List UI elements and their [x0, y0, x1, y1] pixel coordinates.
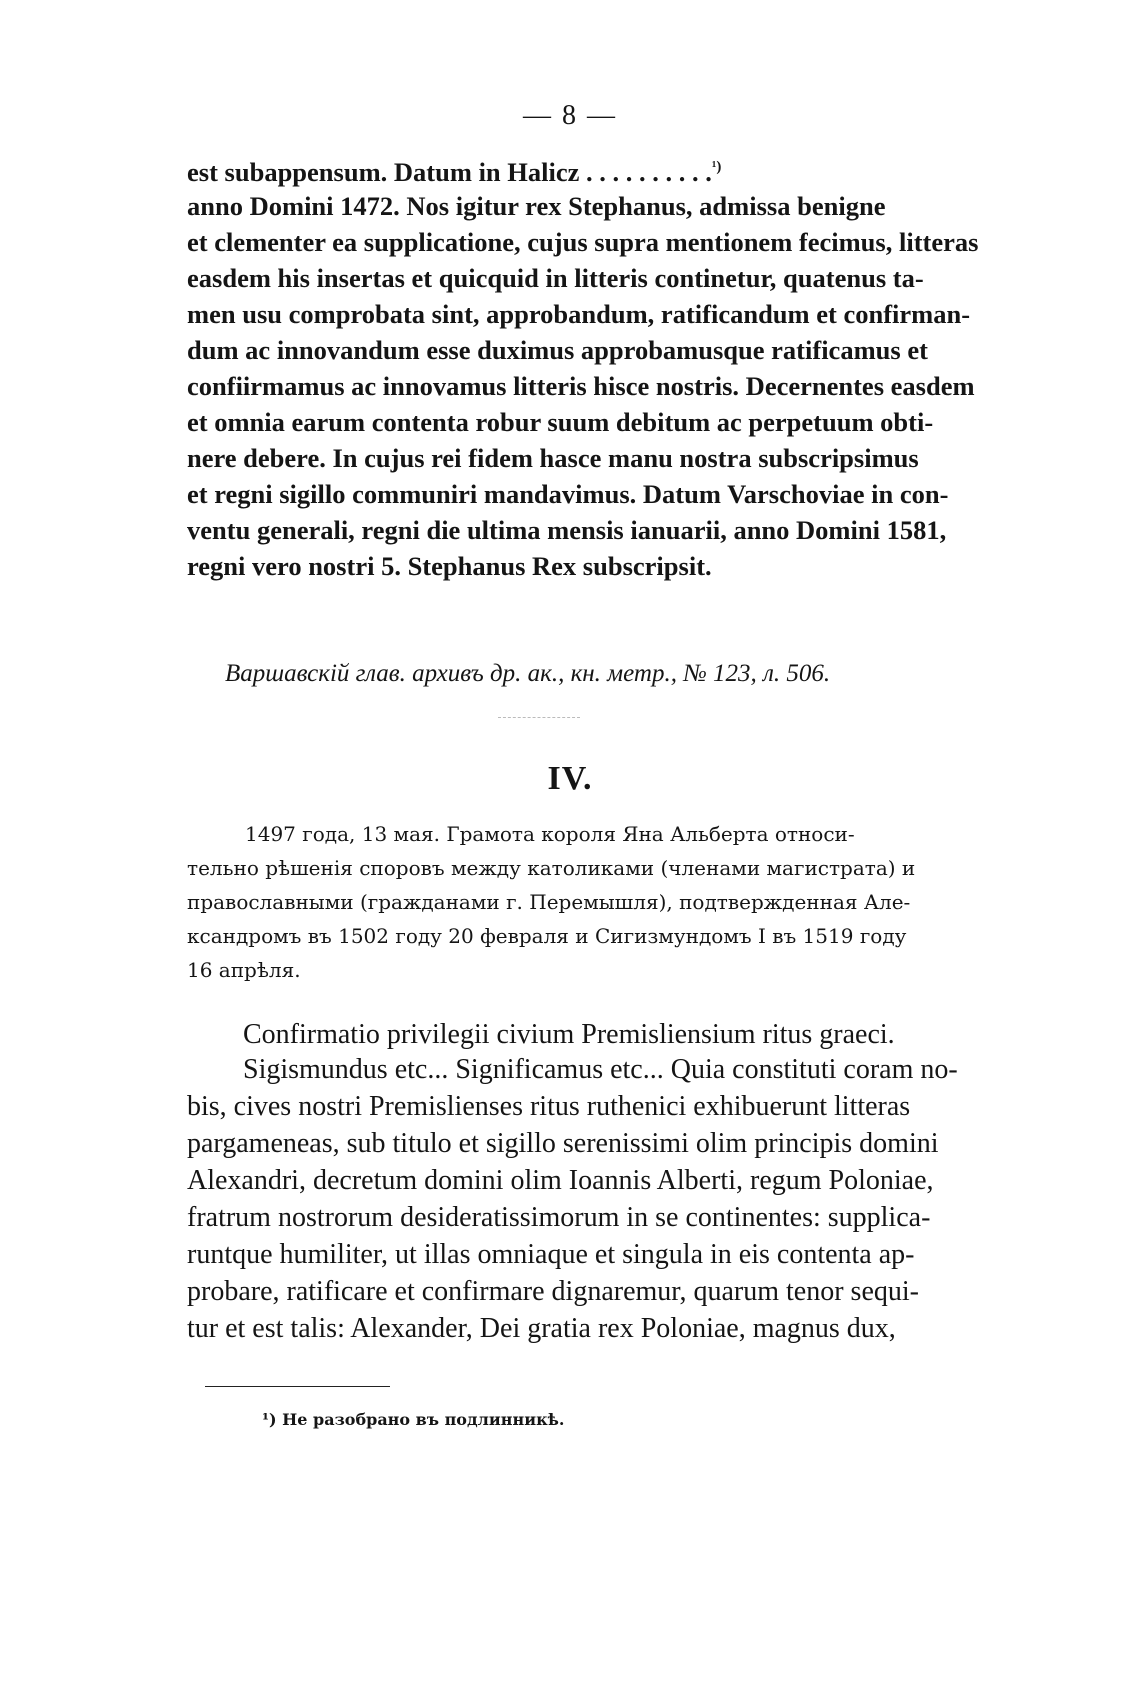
separator: [498, 717, 580, 718]
text-line: ventu generali, regni die ultima mensis ianuarii, anno Domini 1581,: [187, 515, 947, 545]
text-line: bis, cives nostri Premislienses ritus ruthenici exhibuerunt litteras: [187, 1091, 911, 1122]
text-line: et clementer ea supplicatione, cujus supra mentionem fecimus, litteras: [187, 227, 979, 257]
summary-line: православными (гражданами г. Перемышля), подтвержденная Але-: [187, 890, 911, 914]
archive-source: Варшавскій глав. архивъ др. ак., кн. метр., № 123, л. 506.: [225, 660, 831, 687]
text-line: probare, ratificare et confirmare dignaremur, quarum tenor sequi-: [187, 1276, 919, 1307]
document-heading: Confirmatio privilegii civium Premisliensium ritus graeci.: [243, 1019, 895, 1050]
section-title: IV.: [547, 760, 593, 797]
page-number: — 8 —: [523, 100, 617, 131]
text-line: confiirmamus ac innovamus litteris hisce nostris. Decernentes easdem: [187, 371, 975, 401]
summary-line: ксандромъ въ 1502 году 20 февраля и Сигизмундомъ I въ 1519 году: [187, 924, 907, 948]
summary-line: тельно рѣшенія споровъ между католиками (членами магистрата) и: [187, 856, 916, 880]
text-line: nere debere. In cujus rei fidem hasce manu nostra subscripsimus: [187, 443, 919, 473]
text-line: tur et est talis: Alexander, Dei gratia rex Poloniae, magnus dux,: [187, 1313, 896, 1344]
summary-line: 16 апрѣля.: [187, 958, 301, 982]
text-line: men usu comprobata sint, approbandum, ratificandum et confirman-: [187, 299, 971, 329]
text-line: easdem his insertas et quicquid in litteris continetur, quatenus ta-: [187, 263, 924, 293]
text-line: anno Domini 1472. Nos igitur rex Stephanus, admissa benigne: [187, 191, 886, 221]
footnote-rule: [205, 1386, 390, 1387]
footnote: ¹) Не разобрано въ подлинникѣ.: [262, 1410, 565, 1429]
text-line: regni vero nostri 5. Stephanus Rex subscripsit.: [187, 551, 712, 581]
text-line: dum ac innovandum esse duximus approbamusque ratificamus et: [187, 335, 928, 365]
text-line: et omnia earum contenta robur suum debitum ac perpetuum obti-: [187, 407, 934, 437]
text-line: runtque humiliter, ut illas omniaque et singula in eis contenta ap-: [187, 1239, 915, 1270]
footnote-marker: ¹): [711, 159, 722, 176]
summary-line: 1497 года, 13 мая. Грамота короля Яна Альберта относи-: [245, 822, 855, 846]
text-line: est subappensum. Datum in Halicz . . . . . . . . . .$^{^1)}$: [187, 157, 722, 187]
text-line: Alexandri, decretum domini olim Ioannis Alberti, regum Poloniae,: [187, 1165, 934, 1196]
text-line: Sigismundus etc... Significamus etc... Quia constituti coram no-: [243, 1054, 958, 1085]
text-line: pargameneas, sub titulo et sigillo serenissimi olim principis domini: [187, 1128, 939, 1159]
text-line: et regni sigillo communiri mandavimus. Datum Varschoviae in con-: [187, 479, 949, 509]
text-line: fratrum nostrorum desideratissimorum in se continentes: supplica-: [187, 1202, 931, 1233]
